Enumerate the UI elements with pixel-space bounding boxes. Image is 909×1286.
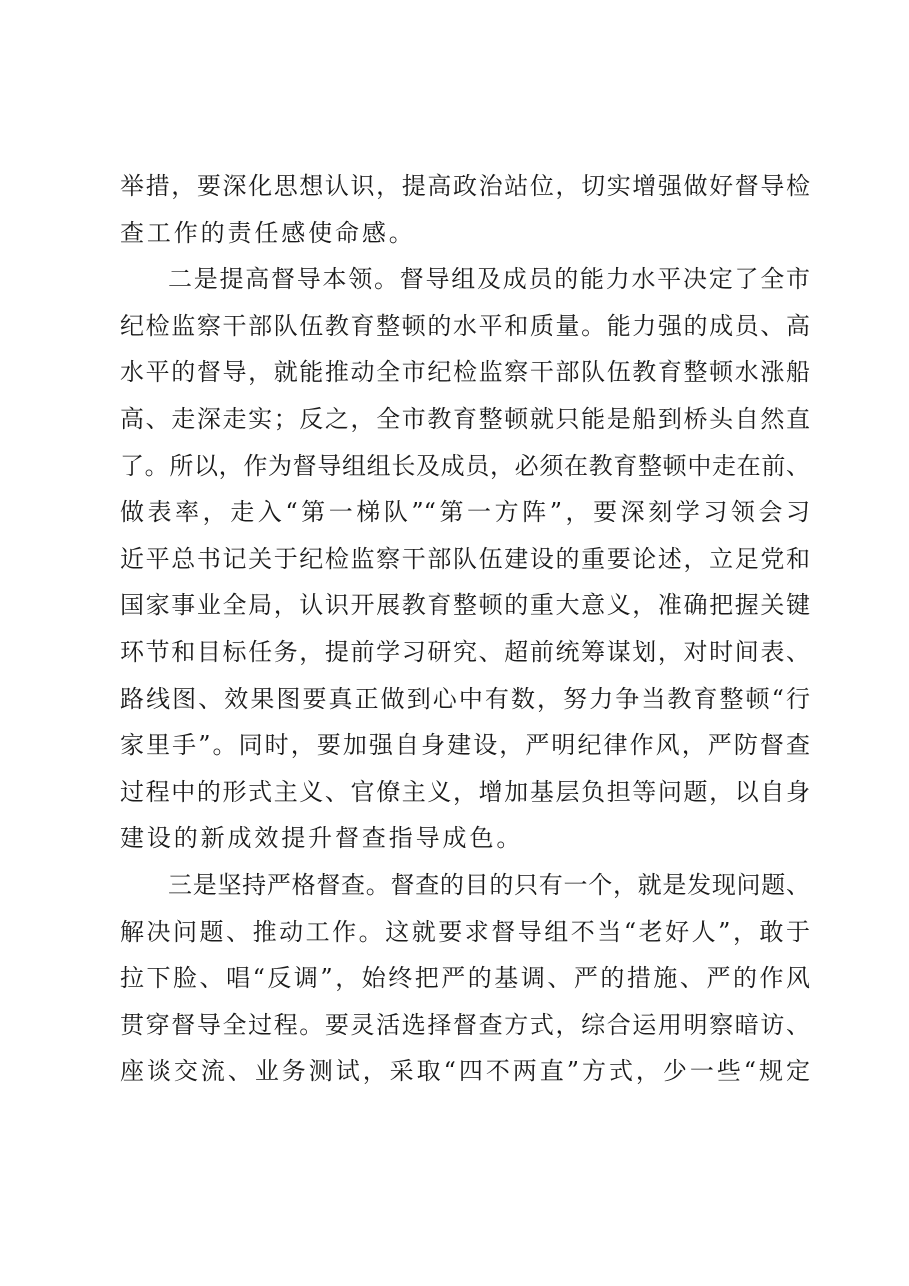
text-line: 查工作的责任感使命感。	[120, 218, 416, 247]
paragraph-3	[120, 862, 810, 1095]
text-line: 了。所以，作为督导组组长及成员，必须在教育整顿中走在前、	[120, 451, 810, 480]
text-line: 贯穿督导全过程。要灵活选择督查方式，综合运用明察暗访、	[120, 1010, 810, 1039]
text-line: 建设的新成效提升督查指导成色。	[120, 824, 524, 853]
text-line: 纪检监察干部队伍教育整顿的水平和质量。能力强的成员、高	[120, 311, 810, 340]
text-line: 环节和目标任务，提前学习研究、超前统筹谋划，对时间表、	[120, 637, 810, 666]
text-line: 座谈交流、业务测试，采取“四不两直”方式，少一些“规定	[120, 1057, 810, 1086]
text-line: 解决问题、推动工作。这就要求督导组不当“老好人”，敢于	[120, 917, 810, 946]
text-line: 做表率，走入“第一梯队”“第一方阵”，要深刻学习领会习	[120, 498, 810, 527]
paragraph-2	[120, 256, 810, 862]
document-body	[120, 163, 810, 1095]
text-line: 高、走深走实；反之，全市教育整顿就只能是船到桥头自然直	[120, 404, 810, 433]
text-line: 过程中的形式主义、官僚主义，增加基层负担等问题，以自身	[120, 777, 810, 806]
text-line: 水平的督导，就能推动全市纪检监察干部队伍教育整顿水涨船	[120, 358, 810, 387]
text-line: 三是坚持严格督查。督查的目的只有一个，就是发现问题、	[168, 870, 810, 899]
paragraph-1	[120, 163, 810, 256]
text-line: 国家事业全局，认识开展教育整顿的重大意义，准确把握关键	[120, 591, 810, 620]
text-line: 路线图、效果图要真正做到心中有数，努力争当教育整顿“行	[120, 684, 810, 713]
text-line: 家里手”。同时，要加强自身建设，严明纪律作风，严防督查	[120, 731, 810, 760]
text-line: 拉下脸、唱“反调”，始终把严的基调、严的措施、严的作风	[120, 964, 810, 993]
text-line: 举措，要深化思想认识，提高政治站位，切实增强做好督导检	[120, 172, 810, 200]
text-line: 近平总书记关于纪检监察干部队伍建设的重要论述，立足党和	[120, 544, 810, 573]
text-line: 二是提高督导本领。督导组及成员的能力水平决定了全市	[168, 265, 810, 294]
